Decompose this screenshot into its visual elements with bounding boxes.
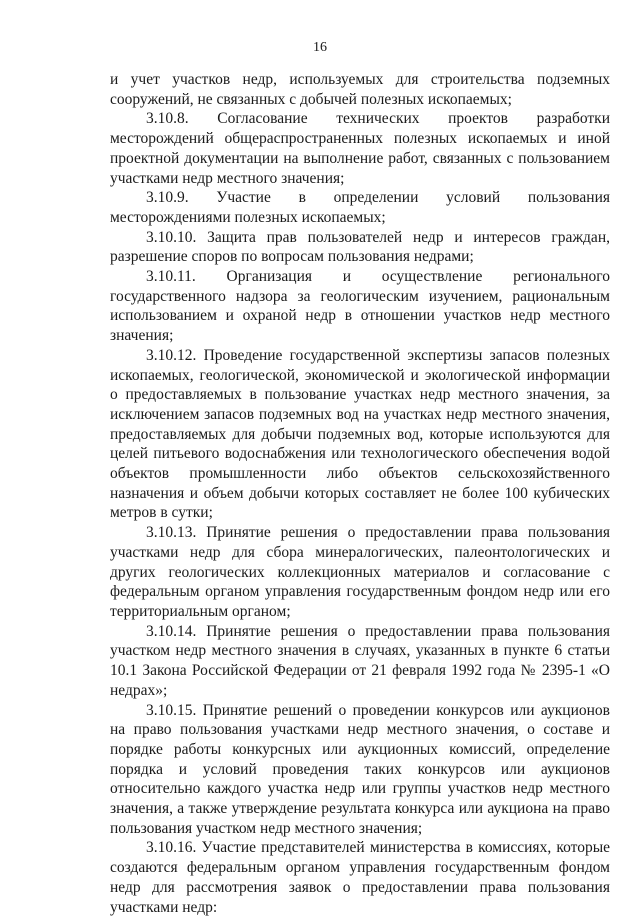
paragraph-3-10-16: 3.10.16. Участие представителей министерства в комиссиях, которые создаются федеральным органом управления государственным фондом недр для рассмотрения заявок о предоставлении права пользования участками недр: bbox=[110, 839, 610, 916]
paragraph-3-10-15: 3.10.15. Принятие решений о проведении конкурсов или аукционов на право пользования участками недр местного значения, о составе и порядке работы конкурсных или аукционных комиссий, определение порядка и условий проведения таких конкурсов или аукционов относительно каждого участка недр или группы участков недр местного значения, а также утверждение результата конкурса или аукциона на право пользования участком недр местного значения; bbox=[110, 701, 610, 837]
page-number: 16 bbox=[313, 40, 327, 55]
paragraph-3-10-14: 3.10.14. Принятие решения о предоставлении права пользования участком недр местного значения в случаях, указанных в пункте 6 статьи 10.1 Закона Российской Федерации от 21 февраля 1992 года № 2395-1 «О недрах»; bbox=[110, 622, 610, 699]
paragraph-3-10-11: 3.10.11. Организация и осуществление регионального государственного надзора за геологическим изучением, рациональным использованием и охраной недр в отношении участков недр местного значения; bbox=[110, 268, 610, 345]
paragraph-3-10-9: 3.10.9. Участие в определении условий пользования месторождениями полезных ископаемых; bbox=[110, 189, 610, 226]
paragraph-3-10-10: 3.10.10. Защита прав пользователей недр и интересов граждан, разрешение споров по вопросам пользования недрами; bbox=[110, 228, 610, 266]
paragraph-3-10-13: 3.10.13. Принятие решения о предоставлении права пользования участками недр для сбора минералогических, палеонтологических и других геологических коллекционных материалов и согласование с федеральным органом управления государственным фондом недр или его территориальным органом; bbox=[110, 524, 610, 620]
paragraph-3-10-12: 3.10.12. Проведение государственной экспертизы запасов полезных ископаемых, геологической, экономической и экологической информации о предоставляемых в пользование участках недр местного значения, за исключением запасов подземных вод на участках недр местного значения, предоставляемых для добычи подземных вод, которые используются для целей питьевого водоснабжения или технологического обеспечения водой объектов промышленности либо объектов сельскохозяйственного назначения и объем добычи которых составляет не более 100 кубических метров в сутки; bbox=[110, 346, 610, 522]
paragraph-continuation: и учет участков недр, используемых для строительства подземных сооружений, не связанных с добычей полезных ископаемых; bbox=[110, 71, 610, 108]
document-body bbox=[110, 70, 610, 917]
paragraph-3-10-8: 3.10.8. Согласование технических проектов разработки месторождений общераспространенных полезных ископаемых и иной проектной документации на выполнение работ, связанных с пользованием участками недр местного значения; bbox=[110, 110, 610, 187]
